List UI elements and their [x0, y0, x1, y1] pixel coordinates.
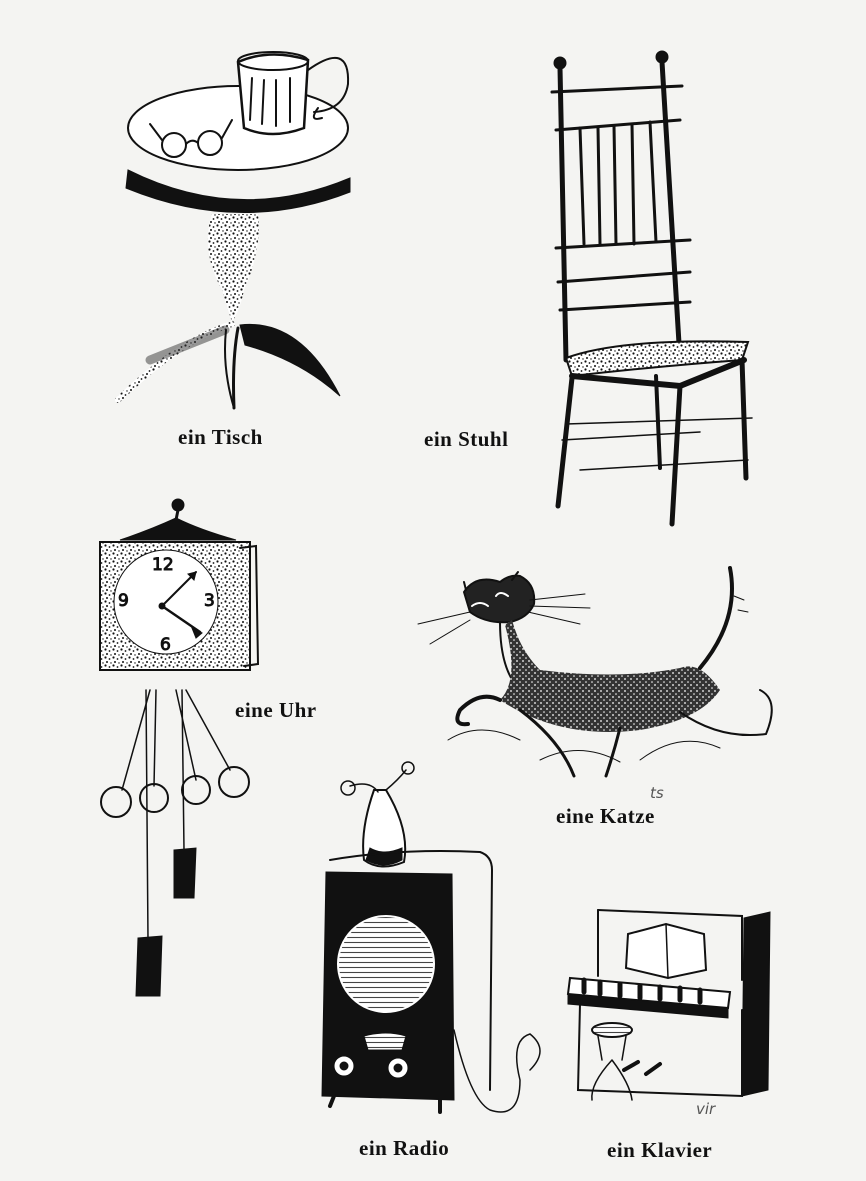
pencil-mark-vir: vir — [696, 1100, 716, 1118]
caption-stuhl: ein Stuhl — [424, 427, 509, 451]
table-drawing — [118, 52, 350, 408]
clock-numeral-9: 9 — [118, 591, 129, 611]
caption-katze: eine Katze — [556, 804, 655, 828]
caption-tisch: ein Tisch — [178, 425, 263, 449]
chair-drawing — [552, 51, 752, 524]
pencil-mark-ts: ts — [650, 784, 664, 802]
caption-radio: ein Radio — [359, 1136, 450, 1160]
caption-uhr: eine Uhr — [235, 698, 317, 722]
piano-drawing — [568, 910, 770, 1100]
radio-drawing — [322, 762, 540, 1112]
clock-numeral-3: 3 — [204, 591, 215, 611]
clock-numeral-12: 12 — [152, 555, 174, 575]
cat-drawing — [418, 568, 772, 776]
clock-numeral-6: 6 — [160, 635, 171, 655]
caption-klavier: ein Klavier — [607, 1138, 713, 1162]
cuckoo-clock-drawing — [100, 499, 258, 996]
